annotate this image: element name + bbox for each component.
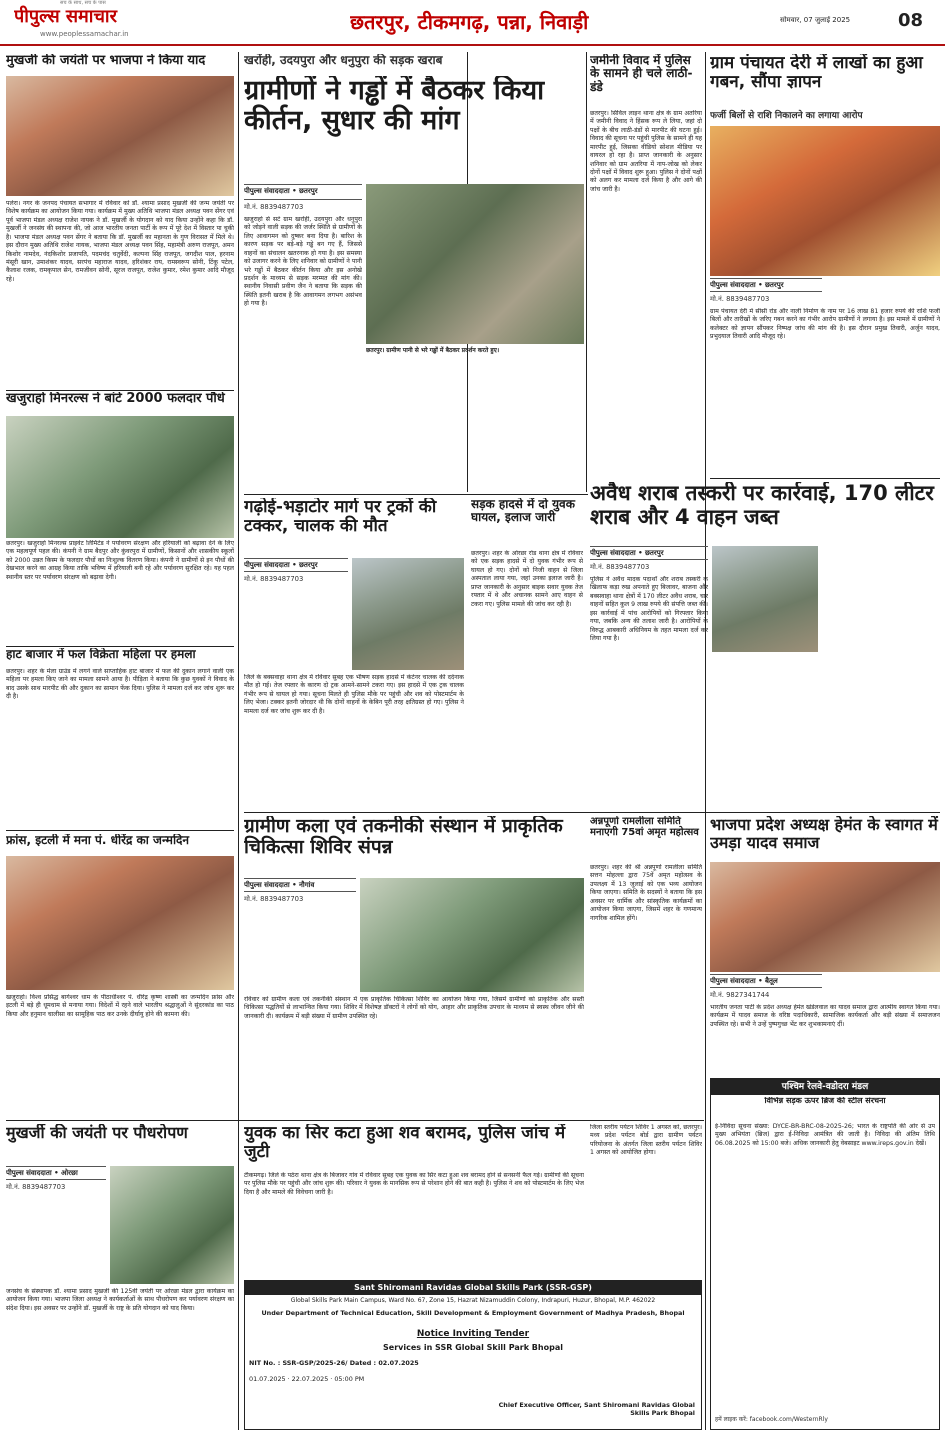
photo-police-seizure xyxy=(712,546,818,652)
photo-caption: छतरपुर। ग्रामीण पानी से भरे गड्ढों में बैठकर प्रदर्शन करते हुए। xyxy=(366,347,500,354)
article-two-injured xyxy=(471,498,583,798)
headline: युवक का सिर कटा हुआ शव बरामद, पुलिस जांच में जुटी xyxy=(244,1124,566,1163)
body: छतरपुर। शहर की श्री अन्नपूर्णा रामलीला समिति सत्तन मोहल्ला द्वारा 75वें अमृत महोत्सव के उपलक्ष्य में 13 जुलाई को एक भव्य आयोजन किया जाएगा। समिति के सदस्यों ने बताया कि इस अवसर पर धार्मिक और सांस्कृतिक कार्यक्रमों का आयोजन किया जाएगा, जिसमें शहर के गणमान्य नागरिक शामिल होंगे। xyxy=(590,864,702,922)
article-road-protest xyxy=(244,54,584,492)
ad-sub: Services in SSR Global Skill Park Bhopal xyxy=(383,1343,563,1352)
ad-nit: NIT No. : SSR-GSP/2025-26/ Dated : 02.07.2025 xyxy=(249,1359,419,1367)
byline: पीपुल्स संवाददाता • बैतूल xyxy=(710,974,822,988)
headline: हाट बाजार में फल विक्रेता महिला पर हमला xyxy=(6,648,196,661)
body: भारतीय जनता पार्टी के प्रदेश अध्यक्ष हेमंत खंडेलवाल का यादव समाज द्वारा आत्मीय स्वागत किया गया। कार्यक्रम में यादव समाज के वरिष्ठ पदाधिकारी, सामाजिक कार्यकर्ता और बड़ी संख्या में समाजजन उपस्थित रहे। सभी ने उन्हें पुष्पगुच्छ भेंट कर शुभकामनाएं दीं। xyxy=(710,1004,940,1028)
site-url: www.peoplessamachar.in xyxy=(40,30,129,38)
tagline: सच के साथ, सच के पास xyxy=(60,0,106,6)
headline: ग्रामीण कला एवं तकनीकी संस्थान में प्राकृतिक चिकित्सा शिविर संपन्न xyxy=(244,816,563,859)
headline: फ्रांस, इटली में मना पं. धीरेंद्र का जन्मदिन xyxy=(6,834,190,847)
body: पलेरा। नगर के जनपद पंचायत सभागार में रविवार को डॉ. श्यामा प्रसाद मुखर्जी की जन्म जयंती पर विशेष कार्यक्रम का आयोजन किया गया। कार्यक्रम में मुख्य अतिथि भाजपा मंडल अध्यक्ष पवन सेंगर एवं पूर्व भाजपा मंडल अध्यक्ष राजेश नायक ने डॉ. मुखर्जी के योगदान को याद किया उन्होंने कहा कि डॉ. मुखर्जी ने जनसंघ की स्थापना की, जो आज भारतीय जनता पार्टी के रूप में पूरे देश में विस्तार पा चुकी है। भाजपा मंडल अध्यक्ष पवन सेंगर ने बताया कि डॉ. मुखर्जी का महानता के गुण विरासत में मिले थे। इस दौरान मुख्य अतिथि राजेश नायक, भाजपा मंडल अध्यक्ष पवन सिंह, महामंत्री अरुण राजपूत, अमन किशोर नामदेव, नंदकिशोर प्रजापति, पदमचंद चतुर्वेदी, कल्पना सिंह राजपूत, जगदीश पाल, हरनाम मंसूरी खान, उमाशंकर यादव, सरपंच महाराज यादव, हरिशंकर राय, रामस्वरूप सोनी, टिंकू पटेल, कैलाश रजक, रामकृपाल सेन, रामजीवन सोनी, सूरज राजपूत, राजेश कुमार, रमेश कुमार आदि मौजूद रहे। xyxy=(6,200,234,283)
byline: पीपुल्स संवाददाता • ओरछा xyxy=(6,1166,106,1180)
ad-org: Sant Shiromani Ravidas Global Skills Park (SSR-GSP) xyxy=(245,1281,701,1295)
ad-dept: Under Department of Technical Education, Skill Development & Employment Government of Madhya Pradesh, Bhopal xyxy=(261,1309,685,1317)
masthead xyxy=(0,0,945,46)
article-land-dispute xyxy=(590,54,702,490)
kicker: खरोंही, उदयपुरा और धनुपुरा की सड़क खराब xyxy=(244,54,443,67)
ad-address: Global Skills Park Main Campus, Ward No. 67, Zone 15, Hazrat Nizamuddin Colony, Indrapuri, Huzur, Bhopal, M.P. 462022 xyxy=(290,1297,656,1304)
article-body-recovered xyxy=(244,1124,584,1274)
ad-signatory: Chief Executive Officer, Sant Shiromani Ravidas Global Skills Park Bhopal xyxy=(498,1401,695,1417)
railway-header: पश्चिम रेलवे-वडोदरा मंडल xyxy=(711,1079,939,1095)
photo-meeting xyxy=(6,76,234,196)
mobile-number: मो.नं. 8839487703 xyxy=(244,895,304,903)
photo-felicitation xyxy=(710,862,940,972)
article-nature-cure-camp xyxy=(244,816,584,1108)
body: खजुराहो। विश्व प्रसिद्ध बागेश्वर धाम के पीठाधीश्वर पं. धीरेंद्र कृष्ण शास्त्री का जन्मदिन फ्रांस और इटली में बड़े ही धूमधाम से मनाया गया। विदेशों में रहने वाले भारतीय श्रद्धालुओं ने सुंदरकांड का पाठ किया और हनुमान चालीसा का सामूहिक पाठ कर उनके दीर्घायु होने की कामना की। xyxy=(6,994,234,1018)
headline: गढ़ोई-भड़ाटोर मार्ग पर ट्रकों की टक्कर, चालक की मौत xyxy=(244,498,437,537)
headline: मुखर्जी की जयंती पर भाजपा ने किया याद xyxy=(6,54,206,68)
article-plantation xyxy=(6,1124,234,1430)
headline: अवैध शराब तस्करी पर कार्रवाई, 170 लीटर शराब और 4 वाहन जब्त xyxy=(590,482,934,529)
region-title: छतरपुर, टीकमगढ़, पन्ना, निवाड़ी xyxy=(350,10,589,34)
mobile-number: मो.नं. 8839487703 xyxy=(6,1183,66,1191)
article-market-attack xyxy=(6,648,234,828)
body: रविवार को ग्रामीण कला एवं तकनीकी संस्थान में एक प्राकृतिक चिकित्सा शिविर का आयोजन किया गया, जिसमें ग्रामीणों को प्राकृतिक और सस्ती चिकित्सा पद्धतियों से लाभान्वित किया गया। शिविर में विशेषज्ञ डॉक्टरों ने लोगों को योग, आहार और प्राकृतिक उपचार के माध्यम से स्वस्थ जीवन जीने की जानकारी दी। कार्यक्रम में बड़ी संख्या में ग्रामीण उपस्थित रहे। xyxy=(244,996,584,1020)
body: जिले के बक्सवाहा थाना क्षेत्र में रविवार सुबह एक भीषण सड़क हादसे में कंटेनर चालक की दर्दनाक मौत हो गई। तेज रफ्तार के कारण दो ट्रक आमने-सामने टकरा गए। इस हादसे में एक ट्रक चालक गंभीर रूप से घायल हो गया। सूचना मिलते ही पुलिस मौके पर पहुंची और शव को पोस्टमार्टम के लिए भेजा। टक्कर इतनी जोरदार थी कि दोनों वाहनों के केबिन पूरी तरह क्षतिग्रस्त हो गए। पुलिस ने मामला दर्ज कर जांच शुरू कर दी है। xyxy=(244,674,464,715)
headline: सड़क हादसे में दो युवक घायल, इलाज जारी xyxy=(471,498,575,525)
railway-text: ई-निविदा सूचना संख्या: DYCE-BR-BRC-08-2025-26; भारत के राष्ट्रपति की ओर से उप मुख्य अभियंता (ब्रिज) द्वारा ई-निविदा आमंत्रित की जाती है। निविदा की अंतिम तिथि 06.08.2025 को 15:00 बजे। अधिक जानकारी हेतु वेबसाइट www.ireps.gov.in देखें। xyxy=(715,1123,935,1147)
issue-date: सोमवार, 07 जुलाई 2025 xyxy=(780,16,851,24)
ad-dates: 01.07.2025 · 22.07.2025 · 05:00 PM xyxy=(249,1375,365,1383)
headline: खजुराहो मिनरल्स ने बांटे 2000 फलदार पौधे xyxy=(6,392,225,406)
headline: अन्नपूर्णा रामलीला समिति मनाएगी 75वां अमृत महोत्सव xyxy=(590,816,699,839)
mobile-number: मो.नं. 8839487703 xyxy=(244,203,304,211)
body: छतरपुर। खजुराहो मिनरल्स प्राइवेट लिमिटेड ने पर्यावरण संरक्षण और हरियाली को बढ़ावा देने के लिए एक महत्वपूर्ण पहल की। कंपनी ने ग्राम बैदपुर और कुंवरपुरा में ग्रामीणों, किसानों और शासकीय स्कूलों को 2000 उन्नत किस्म के फलदार पौधों का निःशुल्क वितरण किया। कंपनी ने ग्रामीणों से इन पौधों की देखभाल करने का आग्रह किया ताकि भविष्य में हरियाली बनी रहे और पर्यावरण सुरक्षित रहे। यह पहल स्थानीय स्तर पर पर्यावरण संरक्षण को बढ़ावा देगी। xyxy=(6,540,234,581)
railway-tender-ad xyxy=(710,1078,940,1430)
article-dhirendra-birthday xyxy=(6,834,234,1114)
headline: जमीनी विवाद में पुलिस के सामने ही चले लाठी-डंडे xyxy=(590,54,693,94)
headline: ग्रामीणों ने गड्ढों में बैठकर किया कीर्तन, सुधार की मांग xyxy=(244,76,545,137)
photo-tree-saplings xyxy=(6,416,234,538)
railway-subject: विभिन्न सड़क ऊपर ब्रिज की स्टील संरचना xyxy=(764,1097,886,1105)
mobile-number: मो.नं. 8839487703 xyxy=(244,575,304,583)
headline: ग्राम पंचायत देरी में लाखों का हुआ गबन, सौंपा ज्ञापन xyxy=(710,54,923,93)
mobile-number: मो.नं. 9827341744 xyxy=(710,991,770,999)
photo-villagers xyxy=(710,126,940,276)
article-bjp-tribute xyxy=(6,54,234,388)
skills-park-tender-ad xyxy=(244,1280,702,1430)
headline: भाजपा प्रदेश अध्यक्ष हेमंत के स्वागत में उमड़ा यादव समाज xyxy=(710,816,938,852)
body: जनसंघ के संस्थापक डॉ. श्यामा प्रसाद मुखर्जी की 125वीं जयंती पर ओरछा मंडल द्वारा कार्यक्रम का आयोजन किया गया। भाजपा जिला अध्यक्ष ने कार्यकर्ताओं के साथ पौधरोपण कर पर्यावरण संरक्षण का संदेश दिया। इस अवसर पर उन्होंने डॉ. मुखर्जी के राष्ट्र के प्रति योगदान को याद किया। xyxy=(6,1288,234,1312)
byline: पीपुल्स संवाददाता • छतरपुर xyxy=(244,184,362,200)
logo: पीपुल्स समाचार xyxy=(14,6,117,27)
headline: मुखर्जी की जयंती पर पौधरोपण xyxy=(6,1124,188,1142)
article-truck-collision xyxy=(244,498,464,800)
article-ramleela xyxy=(590,816,702,1108)
photo-camp xyxy=(360,878,584,992)
railway-footer: हमें लाइक करें: facebook.com/WesternRly xyxy=(715,1416,828,1423)
photo-plantation xyxy=(110,1166,234,1284)
page-number: 08 xyxy=(898,10,924,31)
body: पुलिस ने अवैध मादक पदार्थों और शराब तस्करी के खिलाफ कड़ा रुख अपनाते हुए बिजावर, बाजना और बक्सवाहा थाना क्षेत्रों में 170 लीटर अवैध शराब, चार वाहनों सहित कुल 9 लाख रुपये की संपत्ति जब्त की। इस कार्रवाई में पांच आरोपियों को गिरफ्तार किया गया, जबकि अन्य की तलाश जारी है। आरोपियों के विरुद्ध आबकारी अधिनियम के तहत मामला दर्ज कर लिया गया है। xyxy=(590,576,708,642)
body: ग्राम पंचायत देरी में सीसी रोड और नाली निर्माण के नाम पर 16 लाख 81 हजार रुपये की राशि फर्जी बिलों और तारीखों के जरिए गबन करने का गंभीर आरोप ग्रामीणों ने लगाया है। इस मामले में ग्रामीणों ने कलेक्टर को ज्ञापन सौंपकर निष्पक्ष जांच की मांग की है। इस दौरान प्रमुख तिवारी, अर्जुन यादव, प्रभुदयाल तिवारी आदि मौजूद रहे। xyxy=(710,308,940,341)
photo-road-protest xyxy=(366,184,584,344)
body: छतरपुर। सिविल लाइन थाना क्षेत्र के ग्राम अतरिया में जमीनी विवाद ने हिंसक रूप ले लिया, जहां दो पक्षों के बीच लाठी-डंडों से मारपीट की घटना हुई। विवाद की सूचना पर पहुंची पुलिस के सामने ही यह मारपीट हुई, जिसका वीडियो सोशल मीडिया पर वायरल हो रहा है। प्राप्त जानकारी के अनुसार शनिवार को ग्राम अतरिया में नाप-जोख को लेकर दोनों पक्षों में विवाद शुरू हुआ। पुलिस ने दोनों पक्षों को अलग कर मामला दर्ज किया है और आगे की जांच जारी है। xyxy=(590,110,702,193)
byline: पीपुल्स संवाददाता • छतरपुर xyxy=(590,546,708,560)
mobile-number: मो.नं. 8839487703 xyxy=(590,563,650,571)
body: छतरपुर। शहर के ओरछा रोड थाना क्षेत्र में रविवार को एक सड़क हादसे में दो युवक गंभीर रूप से घायल हो गए। दोनों को निजी वाहन से जिला अस्पताल लाया गया, जहां उनका इलाज जारी है। प्राप्त जानकारी के अनुसार बाइक सवार युवक तेज रफ्तार में थे और अचानक सामने आए वाहन से टकरा गए। पुलिस मामले की जांच कर रही है। xyxy=(471,550,583,608)
body: छतरपुर। शहर के मेला ग्राउंड में लगने वाले साप्ताहिक हाट बाजार में फल की दुकान लगाने वाली एक महिला पर हमला किए जाने का मामला सामने आया है। पीड़िता ने बताया कि कुछ युवकों ने विवाद के बाद उसके साथ मारपीट की और दुकान का सामान फेंक दिया। पुलिस ने मामला दर्ज कर जांच शुरू कर दी है। xyxy=(6,668,234,701)
mobile-number: मो.नं. 8839487703 xyxy=(710,295,770,303)
body: टीकमगढ़। जिले के पठेरा थाना क्षेत्र के बिजावर गांव में रविवार सुबह एक युवक का सिर कटा हुआ शव बरामद होने से सनसनी फैल गई। ग्रामीणों की सूचना पर पुलिस मौके पर पहुंची और जांच शुरू की। परिवार ने युवक के मानसिक रूप से परेशान होने की बात कही है। पुलिस ने शव को पोस्टमार्टम के लिए भेज दिया है और मामले की विवेचना जारी है। xyxy=(244,1172,584,1196)
subheadline: फर्जी बिलों से राशि निकालने का लगाया आरोप xyxy=(710,111,863,121)
byline: पीपुल्स संवाददाता • छतरपुर xyxy=(244,558,348,572)
article-panchayat-fraud xyxy=(710,54,940,474)
byline: पीपुल्स संवाददाता • नौगांव xyxy=(244,878,356,892)
tourism-brief: जिला स्तरीय पर्यटन शिविर 1 अगस्त को, छतरपुर। मध्य प्रदेश पर्यटन बोर्ड द्वारा ग्रामीण पर्यटन परियोजना के अंतर्गत जिला स्तरीय पर्यटन शिविर 1 अगस्त को आयोजित होगा। xyxy=(590,1124,702,1157)
article-tree-distribution xyxy=(6,392,234,644)
article-liquor-seizure xyxy=(590,482,940,812)
body: खजुराहो से सटे ग्राम खरोंही, उदयपुरा और धनुपुरा को जोड़ने वाली सड़क की जर्जर स्थिति से ग्रामीणों के लिए आवागमन को दुष्कर बना दिया है। बारिश के कारण सड़क पर बड़े-बड़े गड्ढे बन गए हैं, जिससे वाहनों का संचालन खतरनाक हो गया है। इस समस्या को उजागर करने के लिए शनिवार को ग्रामीणों ने पानी भरे गड्ढों में बैठकर कीर्तन किया और इस अनोखे प्रदर्शन के माध्यम से सड़क मरम्मत की मांग की। स्थानीय निवासी प्रवीण जैन ने बताया कि सड़क की स्थिति इतनी खराब है कि आवागमन लगभग असंभव हो गया है। xyxy=(244,216,362,308)
article-yadav-welcome xyxy=(710,816,940,1074)
photo-truck-accident xyxy=(352,558,464,670)
ad-notice: Notice Inviting Tender xyxy=(416,1329,530,1339)
photo-celebration xyxy=(6,856,234,990)
byline: पीपुल्स संवाददाता • छतरपुर xyxy=(710,278,822,292)
